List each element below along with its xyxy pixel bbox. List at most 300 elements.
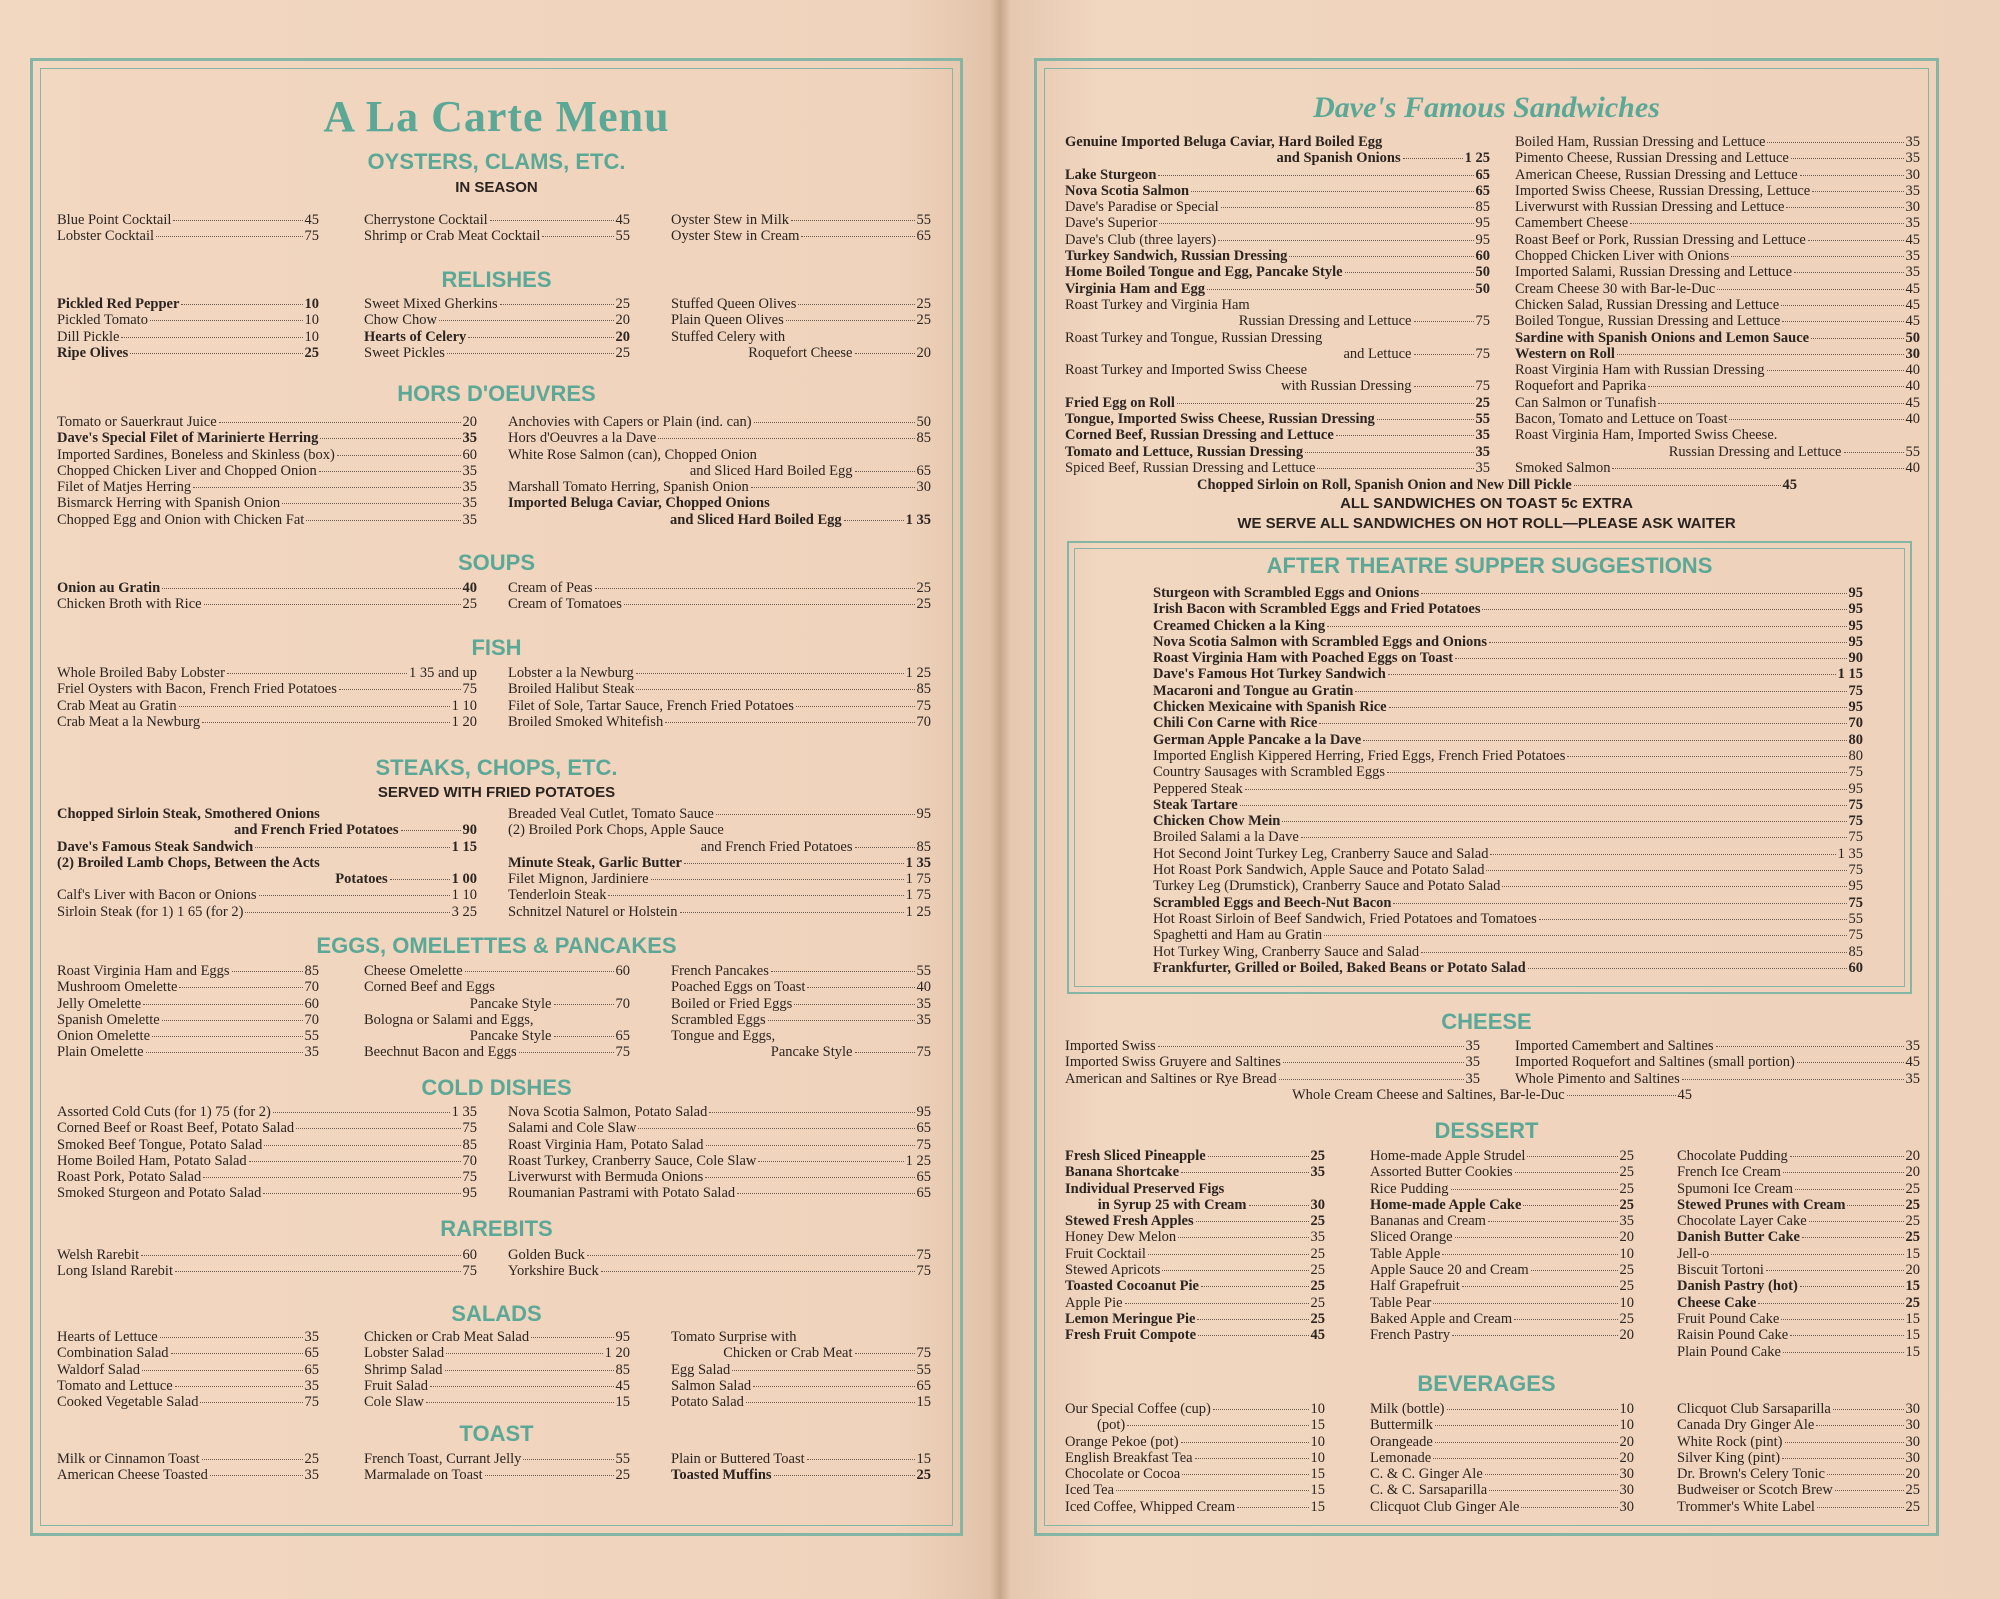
soups-column-2: [508, 580, 931, 613]
item-price: 30: [1905, 1433, 1920, 1450]
menu-item: [1065, 460, 1490, 476]
item-price: 95: [1475, 231, 1490, 248]
dot-leader: [1782, 1458, 1903, 1459]
dot-leader: [306, 520, 460, 521]
dot-leader: [1489, 642, 1847, 643]
menu-item: [1677, 1278, 1920, 1294]
dot-leader: [193, 487, 460, 488]
item-price: 35: [304, 1044, 319, 1061]
dot-leader: [1213, 1409, 1309, 1410]
menu-item: [1153, 650, 1863, 666]
dot-leader: [468, 337, 613, 338]
menu-item: [508, 1104, 931, 1120]
item-name: Imported Swiss Cheese, Russian Dressing, Lettuce: [1515, 182, 1811, 199]
menu-item: [1515, 215, 1920, 231]
item-price: 1 10: [451, 697, 477, 714]
item-price: 30: [1905, 199, 1920, 216]
item-price: 85: [462, 1136, 477, 1153]
oysters-column-2: [364, 212, 630, 245]
dot-leader: [1502, 886, 1846, 887]
item-price: 75: [1848, 829, 1863, 846]
dot-leader: [601, 1271, 915, 1272]
item-name: Pickled Red Pepper: [57, 296, 180, 312]
dot-leader: [1783, 1352, 1904, 1353]
dot-leader: [1433, 1458, 1617, 1459]
item-name: French Ice Cream: [1677, 1164, 1781, 1181]
item-price: 25: [1619, 1278, 1634, 1295]
item-price: 50: [1475, 264, 1490, 281]
item-name: Potato Salad: [671, 1394, 744, 1411]
item-price: 45: [1905, 394, 1920, 411]
menu-item: [1153, 666, 1863, 682]
dot-leader: [1808, 240, 1904, 241]
menu-item: [1065, 362, 1490, 378]
item-name: Roast Virginia Ham with Russian Dressing: [1515, 362, 1765, 379]
menu-item: [1515, 427, 1920, 443]
item-name: Imported Beluga Caviar, Chopped Onions: [508, 495, 770, 512]
item-name: Steak Tartare: [1153, 796, 1238, 813]
item-price: 25: [1905, 1294, 1920, 1311]
item-name: Chocolate Layer Cake: [1677, 1213, 1807, 1230]
dot-leader: [595, 588, 915, 589]
section-note-in-season: IN SEASON: [455, 179, 538, 196]
dot-leader: [1794, 272, 1903, 273]
item-price: 80: [1848, 747, 1863, 764]
item-price: 45: [1310, 1327, 1325, 1344]
menu-item: [1515, 264, 1920, 280]
relishes-column-1: [57, 296, 319, 361]
dessert-column-1: [1065, 1148, 1325, 1344]
item-price: 30: [1905, 1401, 1920, 1417]
dot-leader: [1158, 175, 1473, 176]
item-price: 55: [304, 1028, 319, 1045]
item-name: Bacon, Tomato and Lettuce on Toast: [1515, 411, 1728, 428]
item-price: 1 20: [604, 1345, 630, 1362]
item-price: 25: [1619, 1180, 1634, 1197]
item-price: 75: [1848, 813, 1863, 830]
item-name: Ripe Olives: [57, 344, 129, 361]
item-name: Scrambled Eggs and Beech-Nut Bacon: [1153, 894, 1392, 911]
menu-item: [1065, 183, 1490, 199]
item-price: 35: [1475, 459, 1490, 476]
item-price: 35: [304, 1467, 319, 1484]
dot-leader: [1658, 403, 1903, 404]
menu-item: [671, 963, 931, 979]
menu-item: [1153, 601, 1863, 617]
dot-leader: [1731, 256, 1903, 257]
menu-item: [1153, 895, 1863, 911]
item-price: 65: [916, 1120, 931, 1137]
item-name: Tenderloin Steak: [508, 887, 607, 904]
dot-leader: [1289, 256, 1473, 257]
item-price: 25: [916, 580, 931, 596]
item-name: Bologna or Salami and Eggs,: [364, 1011, 534, 1028]
dot-leader: [160, 1337, 303, 1338]
item-name: Chicken Salad, Russian Dressing and Lettuce: [1515, 296, 1780, 313]
item-price: 60: [1475, 248, 1490, 265]
dot-leader: [173, 220, 302, 221]
item-name: Liverwurst with Russian Dressing and Lettuce: [1515, 199, 1785, 216]
menu-item: [57, 806, 477, 822]
item-price: 40: [1905, 459, 1920, 476]
menu-item: [57, 887, 477, 903]
menu-item: [1065, 1197, 1325, 1213]
dot-leader: [786, 320, 915, 321]
item-price: 10: [1310, 1433, 1325, 1450]
dot-leader: [200, 1402, 302, 1403]
menu-item: [1065, 264, 1490, 280]
dot-leader: [1178, 1237, 1308, 1238]
dot-leader: [1716, 1046, 1904, 1047]
menu-item: [1515, 199, 1920, 215]
item-price: 35: [916, 995, 931, 1012]
dot-leader: [796, 706, 915, 707]
item-name: Liverwurst with Bermuda Onions: [508, 1169, 704, 1186]
dot-leader: [1767, 370, 1904, 371]
menu-item: [364, 1451, 630, 1467]
dot-leader: [855, 471, 915, 472]
item-name: Virginia Ham and Egg: [1065, 280, 1206, 297]
item-name: Cream of Peas: [508, 580, 593, 596]
item-name: Hot Turkey Wing, Cranberry Sauce and Salad: [1153, 943, 1420, 960]
sandwiches-column-1: [1065, 134, 1490, 476]
item-name: Stuffed Celery with: [671, 328, 786, 345]
dot-leader: [1195, 1458, 1309, 1459]
menu-item: [57, 430, 477, 446]
item-price: 25: [1619, 1164, 1634, 1181]
item-price: 65: [916, 1185, 931, 1202]
item-name: Salami and Cole Slaw: [508, 1120, 637, 1137]
menu-item: [57, 681, 477, 697]
menu-item: [364, 996, 630, 1012]
dot-leader: [684, 863, 904, 864]
dot-leader: [1514, 1319, 1617, 1320]
menu-item: [364, 228, 630, 244]
item-name: Dave's Paradise or Special: [1065, 199, 1219, 216]
dot-leader: [181, 304, 302, 305]
item-name: Welsh Rarebit: [57, 1247, 140, 1263]
item-name: Assorted Butter Cookies: [1370, 1164, 1513, 1181]
dot-leader: [665, 722, 914, 723]
item-name: Imported Camembert and Saltines: [1515, 1038, 1714, 1054]
item-price: 35: [1905, 248, 1920, 265]
dot-leader: [1790, 1335, 1903, 1336]
menu-item: [364, 1012, 630, 1028]
item-price: 40: [1905, 362, 1920, 379]
item-price: 15: [1310, 1417, 1325, 1434]
item-price: 45: [304, 212, 319, 228]
menu-item: [57, 1329, 319, 1345]
dot-leader: [1324, 935, 1846, 936]
dot-leader: [1717, 289, 1903, 290]
dot-leader: [1767, 142, 1903, 143]
dot-leader: [204, 604, 461, 605]
item-price: 45: [615, 212, 630, 228]
toast-column-1: [57, 1451, 319, 1484]
item-name: Raisin Pound Cake: [1677, 1327, 1789, 1344]
item-name: Roast Turkey and Tongue, Russian Dressing: [1065, 329, 1323, 346]
item-name: Pickled Tomato: [57, 312, 148, 329]
item-name: Corned Beef or Roast Beef, Potato Salad: [57, 1120, 295, 1137]
menu-item: [1677, 1499, 1920, 1515]
menu-item: [1515, 362, 1920, 378]
item-price: 35: [1905, 150, 1920, 167]
menu-item: [1677, 1311, 1920, 1327]
item-name: Trommer's White Label: [1677, 1498, 1815, 1515]
item-name: American Cheese, Russian Dressing and Lettuce: [1515, 166, 1798, 183]
item-name: Bismarck Herring with Spanish Onion: [57, 495, 281, 512]
item-name: Chopped Sirloin Steak, Smothered Onions: [57, 806, 320, 822]
menu-item: [57, 822, 477, 838]
item-name: Chicken Chow Mein: [1153, 813, 1281, 830]
menu-item: [57, 1153, 477, 1169]
item-price: 15: [1905, 1278, 1920, 1295]
menu-item: [1197, 477, 1797, 493]
section-title-cheese: CHEESE: [1441, 1009, 1532, 1034]
dot-leader: [171, 1353, 303, 1354]
item-name: White Rock (pint): [1677, 1433, 1783, 1450]
menu-item: [57, 1028, 319, 1044]
item-price: 1 75: [905, 871, 931, 888]
menu-item: [671, 1451, 931, 1467]
item-price: 95: [1848, 617, 1863, 634]
menu-item: [1065, 1054, 1480, 1070]
item-price: 75: [916, 1263, 931, 1280]
menu-item: [57, 463, 477, 479]
item-price: 35: [1475, 443, 1490, 460]
beverages-column-3: [1677, 1401, 1920, 1515]
item-name: Golden Buck: [508, 1247, 585, 1263]
menu-item: [364, 1329, 630, 1345]
menu-item: [57, 1104, 477, 1120]
item-price: 75: [1475, 313, 1490, 330]
menu-item: [1515, 183, 1920, 199]
item-name: Sirloin Steak (for 1) 1 65 (for 2): [57, 903, 244, 920]
menu-item: [508, 871, 931, 887]
dot-leader: [746, 1402, 915, 1403]
item-name: Chopped Sirloin on Roll, Spanish Onion and New Dill Pickle: [1197, 477, 1572, 493]
cold-dishes-column-1: [57, 1104, 477, 1202]
item-price: 80: [1848, 731, 1863, 748]
dot-leader: [1125, 1303, 1309, 1304]
item-price: 3 25: [451, 903, 477, 920]
item-name: Plain Pound Cake: [1677, 1343, 1781, 1360]
item-name: Filet of Matjes Herring: [57, 479, 192, 496]
item-name: Roquefort and Paprika: [1515, 378, 1647, 395]
menu-item: [508, 714, 931, 730]
item-price: 95: [1848, 585, 1863, 601]
item-price: 20: [1619, 1229, 1634, 1246]
item-price: 25: [1905, 1498, 1920, 1515]
menu-item: [1515, 281, 1920, 297]
item-name: Lobster Salad: [364, 1345, 445, 1362]
item-name: Dill Pickle: [57, 328, 120, 345]
dot-leader: [500, 304, 614, 305]
item-price: 75: [462, 1263, 477, 1280]
menu-item: [57, 1467, 319, 1483]
dot-leader: [1612, 468, 1903, 469]
item-name: Roquefort Cheese: [748, 344, 853, 361]
menu-item: [508, 698, 931, 714]
menu-item: [364, 1394, 630, 1410]
rarebits-column-1: [57, 1247, 477, 1280]
menu-item: [1065, 1038, 1480, 1054]
item-name: Assorted Cold Cuts (for 1) 75 (for 2): [57, 1104, 271, 1120]
item-price: 10: [304, 328, 319, 345]
item-name: Smoked Sturgeon and Potato Salad: [57, 1185, 262, 1202]
item-price: 75: [1848, 927, 1863, 944]
menu-item: [671, 296, 931, 312]
item-name: Turkey Sandwich, Russian Dressing: [1065, 248, 1288, 265]
dot-leader: [1435, 1425, 1618, 1426]
item-name: Roast Turkey and Virginia Ham: [1065, 296, 1250, 313]
item-name: Creamed Chicken a la King: [1153, 617, 1326, 634]
menu-item: [671, 979, 931, 995]
dot-leader: [1833, 1409, 1904, 1410]
dot-leader: [141, 1255, 460, 1256]
item-price: 35: [304, 1377, 319, 1394]
dot-leader: [1781, 1319, 1903, 1320]
dot-leader: [1208, 1156, 1309, 1157]
item-price: 70: [304, 1011, 319, 1028]
dot-leader: [401, 830, 461, 831]
item-price: 70: [916, 713, 931, 730]
menu-item: [57, 979, 319, 995]
menu-item: [508, 596, 931, 612]
eggs-column-1: [57, 963, 319, 1061]
item-price: 75: [615, 1044, 630, 1061]
item-price: 25: [1905, 1180, 1920, 1197]
hors-doeuvres-column-1: [57, 414, 477, 528]
menu-item: [57, 329, 319, 345]
item-price: 20: [1905, 1164, 1920, 1181]
item-price: 30: [1619, 1482, 1634, 1499]
dot-leader: [1421, 593, 1846, 594]
eggs-column-3: [671, 963, 931, 1061]
item-name: Dave's Famous Steak Sandwich: [57, 838, 254, 855]
dot-leader: [1766, 1270, 1904, 1271]
item-price: 10: [1619, 1245, 1634, 1262]
a-la-carte-page: [30, 58, 963, 1536]
item-name: Sweet Mixed Gherkins: [364, 296, 498, 312]
dot-leader: [227, 673, 407, 674]
menu-item: [57, 1012, 319, 1028]
menu-item: [57, 1185, 477, 1201]
item-name: Chocolate Pudding: [1677, 1148, 1788, 1164]
eggs-column-2: [364, 963, 630, 1061]
menu-item: [1065, 1401, 1325, 1417]
menu-item: [57, 1137, 477, 1153]
section-note-fried-potatoes: SERVED WITH FRIED POTATOES: [377, 784, 616, 801]
after-theatre-box: [1067, 541, 1912, 994]
item-name: Sliced Orange: [1370, 1229, 1453, 1246]
item-name: Onion Omelette: [57, 1028, 151, 1045]
dot-leader: [232, 971, 303, 972]
dot-leader: [179, 987, 302, 988]
menu-item: [1677, 1229, 1920, 1245]
item-price: 60: [304, 995, 319, 1012]
item-name: Lobster a la Newburg: [508, 665, 634, 681]
dot-leader: [1729, 419, 1903, 420]
item-name: Hot Roast Sirloin of Beef Sandwich, Fried Potatoes and Tomatoes: [1153, 910, 1537, 927]
dot-leader: [1414, 386, 1474, 387]
item-price: 90: [1848, 650, 1863, 667]
item-price: 70: [304, 979, 319, 996]
menu-item: [364, 312, 630, 328]
item-name: Chopped Chicken Liver and Chopped Onion: [57, 462, 317, 479]
dot-leader: [245, 912, 449, 913]
item-name: Broiled Smoked Whitefish: [508, 713, 664, 730]
item-price: 25: [1310, 1148, 1325, 1164]
dot-leader: [1485, 1474, 1618, 1475]
menu-item: [57, 296, 319, 312]
menu-item: [364, 979, 630, 995]
menu-item: [57, 1345, 319, 1361]
dot-leader: [1162, 1270, 1308, 1271]
item-price: 20: [1905, 1148, 1920, 1164]
menu-item: [1677, 1181, 1920, 1197]
item-name: German Apple Pancake a la Dave: [1153, 731, 1362, 748]
dot-leader: [1317, 468, 1473, 469]
dot-leader: [1800, 175, 1904, 176]
item-name: Spiced Beef, Russian Dressing and Lettuce: [1065, 459, 1316, 476]
item-name: Irish Bacon with Scrambled Eggs and Fried Potatoes: [1153, 601, 1481, 618]
menu-item: [364, 1378, 630, 1394]
dot-leader: [445, 1370, 614, 1371]
item-price: 15: [1310, 1498, 1325, 1515]
dot-leader: [638, 1128, 914, 1129]
item-price: 20: [1905, 1466, 1920, 1483]
dot-leader: [1282, 821, 1846, 822]
dot-leader: [1809, 1221, 1904, 1222]
menu-item: [508, 463, 931, 479]
item-price: 25: [1905, 1229, 1920, 1246]
item-price: 70: [462, 1152, 477, 1169]
dessert-column-2: [1370, 1148, 1634, 1344]
item-price: 65: [1475, 166, 1490, 183]
menu-item: [1153, 781, 1863, 797]
menu-item: [1515, 134, 1920, 150]
dot-leader: [1800, 1286, 1904, 1287]
menu-item: [1065, 1466, 1325, 1482]
item-name: Rice Pudding: [1370, 1180, 1449, 1197]
item-price: 20: [916, 344, 931, 361]
menu-item: [57, 1247, 477, 1263]
item-price: 1 35: [905, 511, 931, 528]
item-name: Waldorf Salad: [57, 1361, 140, 1378]
item-price: 55: [1475, 411, 1490, 428]
menu-item: [1065, 378, 1490, 394]
item-name: Long Island Rarebit: [57, 1263, 173, 1280]
dot-leader: [273, 1112, 450, 1113]
dot-leader: [146, 1052, 303, 1053]
item-price: 1 15: [451, 838, 477, 855]
item-name: Chocolate or Cocoa: [1065, 1466, 1181, 1483]
menu-item: [671, 996, 931, 1012]
menu-item: [508, 1120, 931, 1136]
menu-item: [1370, 1417, 1634, 1433]
item-name: Fresh Sliced Pineapple: [1065, 1148, 1206, 1164]
dot-leader: [156, 236, 302, 237]
item-price: 1 25: [905, 903, 931, 920]
dot-leader: [1345, 272, 1474, 273]
dot-leader: [1515, 1172, 1618, 1173]
item-name: Yorkshire Buck: [508, 1263, 599, 1280]
dot-leader: [791, 220, 914, 221]
item-price: 90: [462, 822, 477, 839]
dot-leader: [1786, 207, 1903, 208]
dot-leader: [753, 1386, 914, 1387]
